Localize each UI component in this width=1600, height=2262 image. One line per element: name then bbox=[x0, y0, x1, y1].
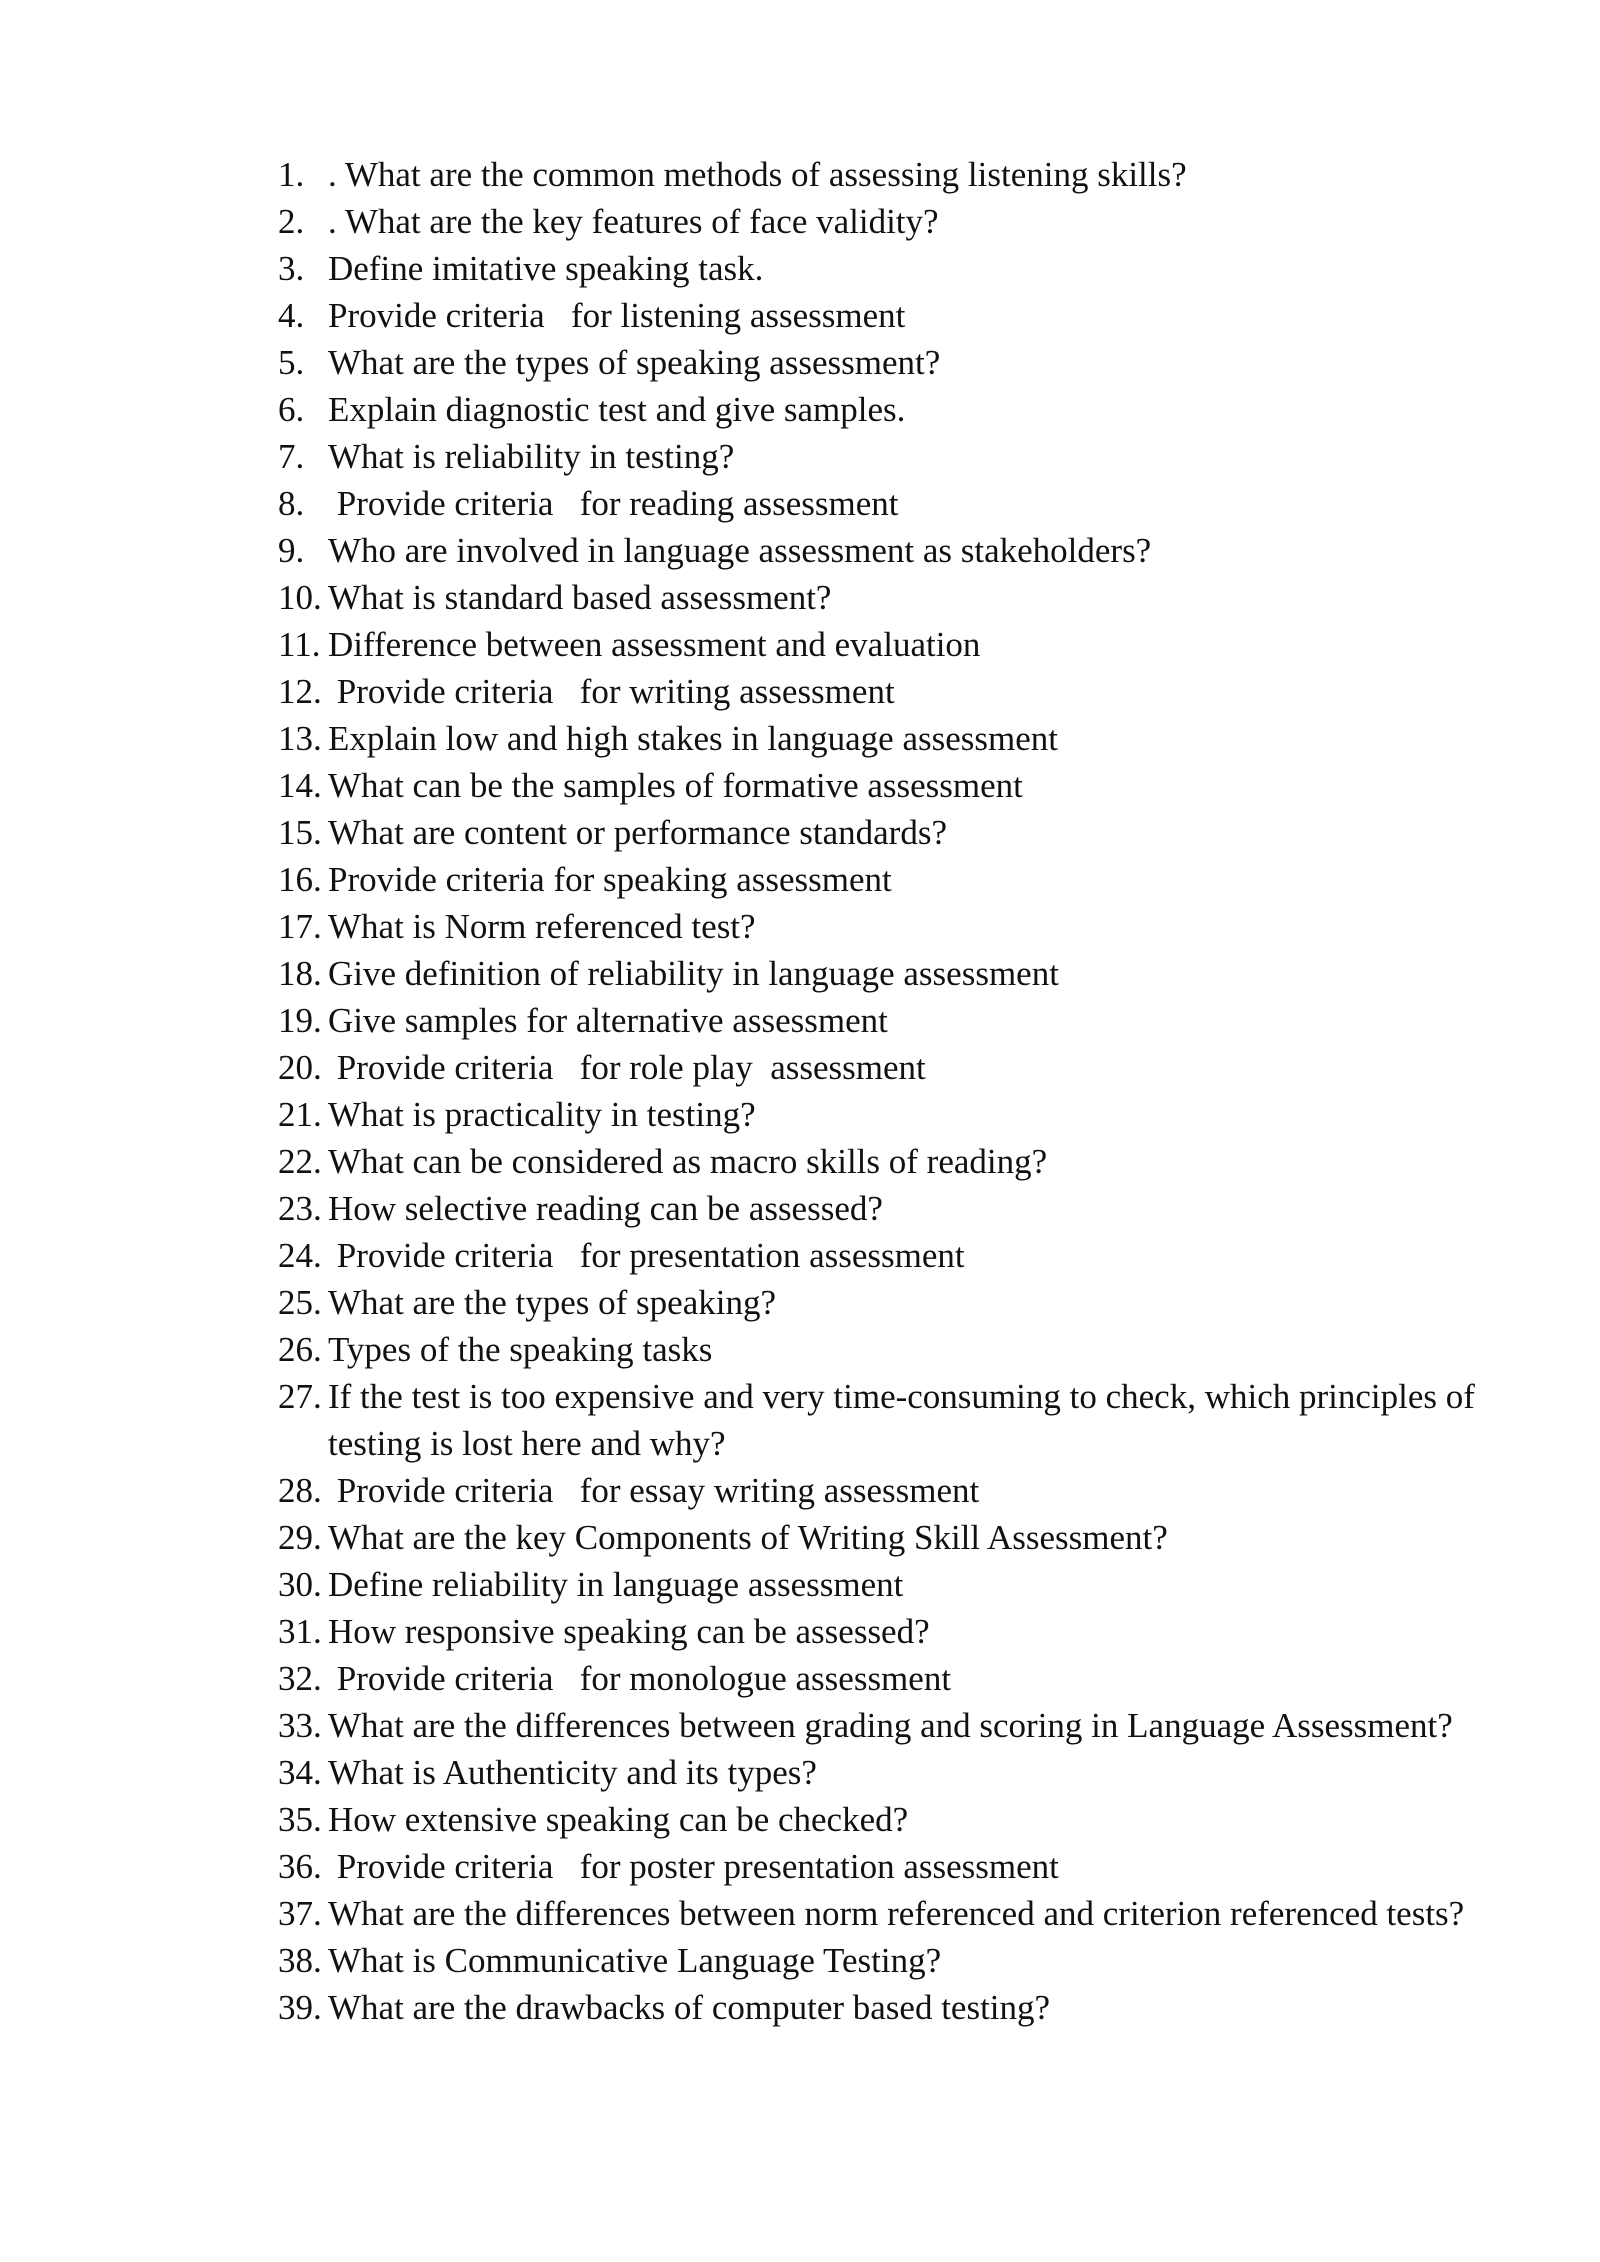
question-item bbox=[278, 1937, 1478, 1984]
question-number: 17. bbox=[278, 907, 322, 946]
question-item bbox=[278, 1044, 1478, 1091]
question-number: 36. bbox=[278, 1847, 322, 1886]
question-text: Explain low and high stakes in language assessment bbox=[328, 719, 1058, 758]
question-item bbox=[278, 292, 1478, 339]
question-item bbox=[278, 1373, 1484, 1467]
question-item bbox=[278, 1749, 1478, 1796]
question-text: Provide criteria for monologue assessment bbox=[328, 1659, 952, 1698]
question-number: 27. bbox=[278, 1377, 322, 1416]
question-text: What can be considered as macro skills of reading? bbox=[328, 1142, 1048, 1181]
question-item bbox=[278, 433, 1478, 480]
question-item bbox=[278, 574, 1478, 621]
question-number: 30. bbox=[278, 1565, 322, 1604]
question-text: Give samples for alternative assessment bbox=[328, 1001, 888, 1040]
question-item bbox=[278, 1138, 1478, 1185]
question-text: Provide criteria for role play assessment bbox=[328, 1048, 926, 1087]
question-text: What are the drawbacks of computer based testing? bbox=[328, 1988, 1051, 2027]
question-text: If the test is too expensive and very time-consuming to check, which principles of testing is lost here and why? bbox=[328, 1377, 1484, 1463]
question-item bbox=[278, 809, 1478, 856]
question-text: Provide criteria for writing assessment bbox=[328, 672, 895, 711]
question-number: 24. bbox=[278, 1236, 322, 1275]
question-number: 22. bbox=[278, 1142, 322, 1181]
question-item bbox=[278, 1232, 1478, 1279]
question-text: Types of the speaking tasks bbox=[328, 1330, 713, 1369]
question-text: What are the types of speaking? bbox=[328, 1283, 777, 1322]
question-number: 28. bbox=[278, 1471, 322, 1510]
question-text: What is reliability in testing? bbox=[328, 437, 735, 476]
question-number: 9. bbox=[278, 531, 305, 570]
question-number: 10. bbox=[278, 578, 322, 617]
question-list bbox=[278, 151, 1484, 2031]
question-text: How responsive speaking can be assessed? bbox=[328, 1612, 930, 1651]
question-number: 3. bbox=[278, 249, 305, 288]
question-item bbox=[278, 1561, 1478, 1608]
question-item bbox=[278, 621, 1478, 668]
question-number: 29. bbox=[278, 1518, 322, 1557]
question-item bbox=[278, 1185, 1478, 1232]
question-item bbox=[278, 1326, 1478, 1373]
question-item bbox=[278, 1890, 1478, 1937]
question-number: 38. bbox=[278, 1941, 322, 1980]
question-number: 5. bbox=[278, 343, 305, 382]
question-text: Who are involved in language assessment as stakeholders? bbox=[328, 531, 1152, 570]
question-number: 12. bbox=[278, 672, 322, 711]
question-number: 34. bbox=[278, 1753, 322, 1792]
question-number: 4. bbox=[278, 296, 305, 335]
question-text: What is standard based assessment? bbox=[328, 578, 832, 617]
question-text: Provide criteria for speaking assessment bbox=[328, 860, 892, 899]
question-text: What are content or performance standards? bbox=[328, 813, 947, 852]
question-number: 18. bbox=[278, 954, 322, 993]
question-text: How extensive speaking can be checked? bbox=[328, 1800, 909, 1839]
question-item bbox=[278, 668, 1478, 715]
question-number: 25. bbox=[278, 1283, 322, 1322]
question-item bbox=[278, 151, 1478, 198]
question-number: 19. bbox=[278, 1001, 322, 1040]
question-number: 23. bbox=[278, 1189, 322, 1228]
question-item bbox=[278, 1702, 1478, 1749]
question-item bbox=[278, 1843, 1478, 1890]
question-number: 14. bbox=[278, 766, 322, 805]
question-text: Provide criteria for listening assessment bbox=[328, 296, 906, 335]
question-text: Provide criteria for presentation assessment bbox=[328, 1236, 965, 1275]
question-number: 7. bbox=[278, 437, 305, 476]
question-text: Define imitative speaking task. bbox=[328, 249, 764, 288]
question-item bbox=[278, 1514, 1478, 1561]
question-number: 21. bbox=[278, 1095, 322, 1134]
question-number: 31. bbox=[278, 1612, 322, 1651]
question-item bbox=[278, 1655, 1478, 1702]
question-number: 11. bbox=[278, 625, 321, 664]
question-number: 15. bbox=[278, 813, 322, 852]
question-item bbox=[278, 762, 1478, 809]
question-text: Give definition of reliability in language assessment bbox=[328, 954, 1059, 993]
question-number: 26. bbox=[278, 1330, 322, 1369]
question-number: 13. bbox=[278, 719, 322, 758]
question-item bbox=[278, 339, 1478, 386]
question-text: What is Norm referenced test? bbox=[328, 907, 756, 946]
question-text: . What are the key features of face validity? bbox=[328, 202, 939, 241]
question-text: What are the key Components of Writing Skill Assessment? bbox=[328, 1518, 1168, 1557]
question-item bbox=[278, 386, 1478, 433]
question-item bbox=[278, 1467, 1478, 1514]
question-text: Explain diagnostic test and give samples. bbox=[328, 390, 906, 429]
question-number: 1. bbox=[278, 155, 305, 194]
question-item bbox=[278, 480, 1478, 527]
question-text: What are the types of speaking assessment? bbox=[328, 343, 941, 382]
question-number: 32. bbox=[278, 1659, 322, 1698]
question-item bbox=[278, 950, 1478, 997]
question-item bbox=[278, 1608, 1478, 1655]
question-number: 35. bbox=[278, 1800, 322, 1839]
question-number: 33. bbox=[278, 1706, 322, 1745]
question-text: . What are the common methods of assessing listening skills? bbox=[328, 155, 1187, 194]
question-text: Difference between assessment and evaluation bbox=[328, 625, 981, 664]
question-text: How selective reading can be assessed? bbox=[328, 1189, 883, 1228]
question-text: Define reliability in language assessment bbox=[328, 1565, 904, 1604]
question-text: What is Authenticity and its types? bbox=[328, 1753, 817, 1792]
question-text: Provide criteria for poster presentation assessment bbox=[328, 1847, 1059, 1886]
question-item bbox=[278, 997, 1478, 1044]
question-item bbox=[278, 903, 1478, 950]
question-text: What are the differences between grading and scoring in Language Assessment? bbox=[328, 1706, 1453, 1745]
question-text: What are the differences between norm referenced and criterion referenced tests? bbox=[328, 1894, 1465, 1933]
question-text: Provide criteria for reading assessment bbox=[328, 484, 899, 523]
question-item bbox=[278, 1279, 1478, 1326]
question-item bbox=[278, 1984, 1478, 2031]
question-number: 39. bbox=[278, 1988, 322, 2027]
question-item bbox=[278, 715, 1478, 762]
question-number: 16. bbox=[278, 860, 322, 899]
question-number: 37. bbox=[278, 1894, 322, 1933]
question-text: What is practicality in testing? bbox=[328, 1095, 756, 1134]
question-number: 20. bbox=[278, 1048, 322, 1087]
question-item bbox=[278, 1796, 1478, 1843]
question-item bbox=[278, 856, 1478, 903]
question-text: Provide criteria for essay writing assessment bbox=[328, 1471, 980, 1510]
question-number: 6. bbox=[278, 390, 305, 429]
question-item bbox=[278, 198, 1478, 245]
question-item bbox=[278, 527, 1478, 574]
question-text: What is Communicative Language Testing? bbox=[328, 1941, 942, 1980]
question-item bbox=[278, 1091, 1478, 1138]
question-text: What can be the samples of formative assessment bbox=[328, 766, 1023, 805]
question-item bbox=[278, 245, 1478, 292]
question-number: 2. bbox=[278, 202, 305, 241]
question-number: 8. bbox=[278, 484, 305, 523]
